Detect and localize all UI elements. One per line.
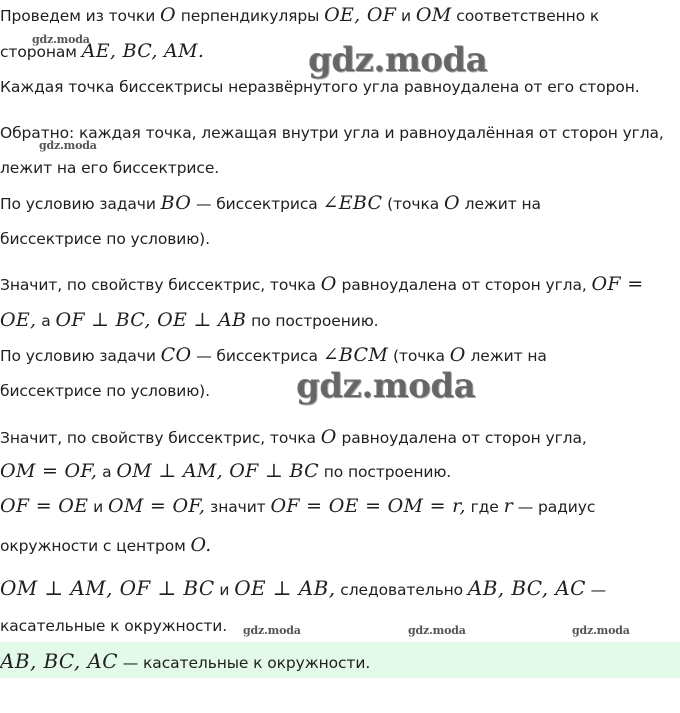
text-line-2: сторонам AE, BC, AM. [0,40,205,62]
text-line-4: Обратно: каждая точка, лежащая внутри угла и равноудалённая от сторон угла, [0,124,664,142]
text-line-12: Значит, по свойству биссектрис, точка O равноудалена от сторон угла, [0,426,587,448]
text-line-6: По условию задачи BO — биссектриса ∠EBC (точка O лежит на [0,192,541,214]
text-line-14: OF = OE и OM = OF, значит OF = OE = OM = r, где r — радиус [0,495,596,517]
watermark-logo: gdz.moda [296,366,476,406]
text-line-15: окружности с центром O. [0,534,212,556]
text-line-5: лежит на его биссектрисе. [0,159,220,177]
watermark-small: gdz.moda [39,139,97,152]
watermark-logo: gdz.moda [308,40,488,80]
text-line-11: биссектрисе по условию). [0,382,210,400]
watermark-small: gdz.moda [243,624,301,637]
watermark-small: gdz.moda [408,624,466,637]
text-line-16: OM ⊥ AM, OF ⊥ BC и OE ⊥ AB, следовательно AB, BC, AC — [0,576,607,600]
text-line-17: касательные к окружности. [0,617,228,635]
text-line-10: По условию задачи CO — биссектриса ∠BCM (точка O лежит на [0,344,547,366]
text-line-7: биссектрисе по условию). [0,230,210,248]
text-line-1: Проведем из точки O перпендикуляры OE, OF и OM соответственно к [0,4,600,26]
watermark-small: gdz.moda [32,33,90,46]
text-line-18-answer: AB, BC, AC — касательные к окружности. [0,649,371,673]
text-line-9: OE, а OF ⊥ BC, OE ⊥ AB по построению. [0,309,379,331]
watermark-small: gdz.moda [572,624,630,637]
text-line-8: Значит, по свойству биссектрис, точка O равноудалена от сторон угла, OF = [0,273,644,295]
text-line-13: OM = OF, а OM ⊥ AM, OF ⊥ BC по построению. [0,460,452,482]
text-line-3: Каждая точка биссектрисы неразвёрнутого угла равноудалена от его сторон. [0,78,640,96]
